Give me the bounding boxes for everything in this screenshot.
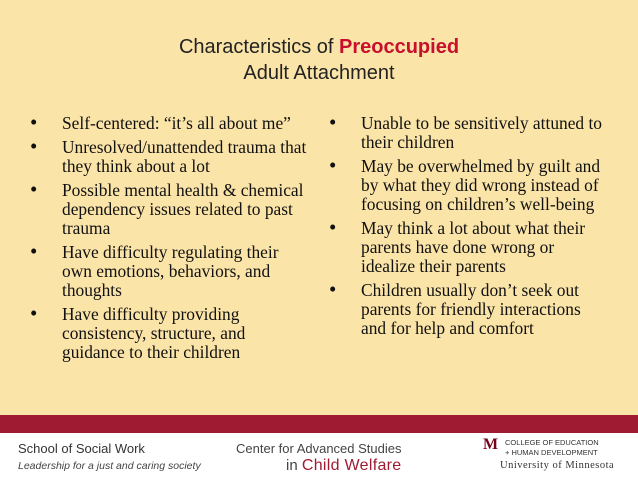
cascw-logo-line-2: [286, 457, 402, 475]
list-item: [28, 134, 312, 176]
bullet-icon: •: [329, 277, 337, 301]
bullet-icon: •: [30, 177, 38, 201]
bullet-text: Have difficulty providing consistency, structure, and guidance to their children: [62, 304, 246, 362]
list-item: [327, 153, 609, 214]
title-line-1: [0, 34, 638, 60]
ssw-tagline: Leadership for a just and caring society: [18, 460, 201, 472]
bullet-text: Unresolved/unattended trauma that they think about a lot: [62, 137, 307, 176]
cascw-logo-line-1: Center for Advanced Studies: [236, 441, 402, 456]
list-item: [28, 239, 312, 300]
footer-logo-strip: [0, 433, 638, 479]
bullet-text: May be overwhelmed by guilt and by what they did wrong instead of focusing on children’s well-being: [361, 156, 601, 214]
bullet-text: Have difficulty regulating their own emotions, behaviors, and thoughts: [62, 242, 279, 300]
bullet-icon: •: [30, 301, 38, 325]
bullet-icon: •: [329, 110, 337, 134]
bullet-text: Children usually don’t seek out parents for friendly interactions and for help and comfort: [361, 280, 581, 338]
cehd-line-2: + HUMAN DEVELOPMENT: [505, 448, 598, 457]
title-accent: Preoccupied: [339, 36, 460, 58]
list-item: [327, 110, 609, 152]
bullet-text: Self-centered: “it’s all about me”: [62, 113, 291, 133]
umn-wordmark: University of Minnesota: [500, 460, 615, 471]
footer-red-bar: [0, 415, 638, 433]
list-item: [28, 301, 312, 362]
bullet-icon: •: [329, 215, 337, 239]
bullet-text: May think a lot about what their parents have done wrong or idealize their parents: [361, 218, 586, 276]
list-item: [28, 177, 312, 238]
cehd-line-1: COLLEGE OF EDUCATION: [505, 438, 599, 447]
bullet-text: Possible mental health & chemical dependency issues related to past trauma: [62, 180, 304, 238]
title-line-2: Adult Attachment: [243, 62, 395, 84]
school-of-social-work-logo: School of Social Work: [18, 441, 145, 456]
bullet-icon: •: [30, 110, 38, 134]
right-bullet-list: [327, 110, 609, 343]
list-item: [327, 215, 609, 276]
cascw-in: in: [286, 457, 302, 474]
cehd-logo: [505, 438, 599, 458]
bullet-icon: •: [329, 153, 337, 177]
slide-title: [0, 34, 638, 86]
list-item: [327, 277, 609, 338]
title-prefix: Characteristics of: [178, 36, 339, 58]
left-bullet-list: [28, 110, 312, 367]
cascw-child-welfare: Child Welfare: [301, 457, 402, 474]
list-item: [28, 110, 312, 134]
bullet-text: Unable to be sensitively attuned to their children: [361, 113, 602, 152]
bullet-icon: •: [30, 134, 38, 158]
university-m-logo-icon: M: [483, 436, 499, 453]
bullet-icon: •: [30, 239, 38, 263]
